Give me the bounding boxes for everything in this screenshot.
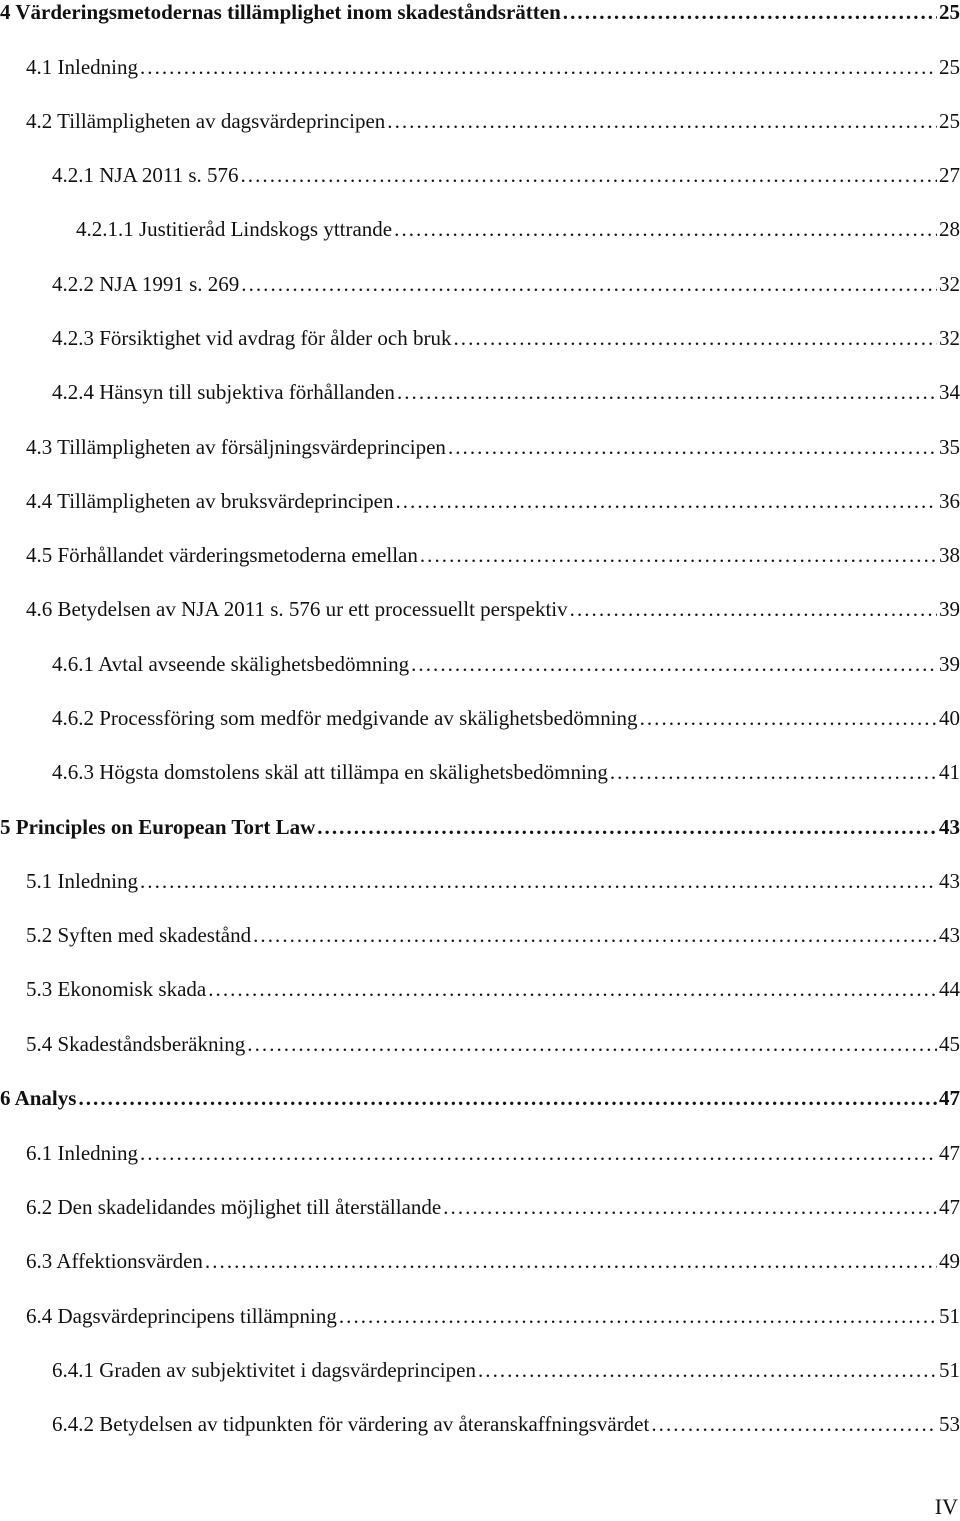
toc-entry-title: 6.4.1 Graden av subjektivitet i dagsvärdeprincipen [52,1358,476,1382]
toc-entry[interactable] [0,813,960,841]
toc-entry-title: 6.4 Dagsvärdeprincipens tillämpning [26,1304,337,1328]
dot-leader [448,433,937,461]
dot-leader [241,161,938,189]
dot-leader [443,1193,937,1221]
dot-leader [317,813,937,841]
toc-entry[interactable] [52,270,960,298]
toc-entry-page: 41 [939,760,960,784]
toc-entry-page: 25 [939,0,960,24]
toc-entry-title: 6.3 Affektionsvärden [26,1249,203,1273]
toc-entry[interactable] [76,215,960,243]
toc-entry-title: 5 Principles on European Tort Law [0,815,316,839]
dot-leader [339,1302,937,1330]
toc-entry-title: 4.6.3 Högsta domstolens skäl att tillämpa en skälighetsbedömning [52,760,608,784]
dot-leader [140,867,937,895]
toc-entry-page: 39 [939,652,960,676]
toc-entry-title: 4.6.2 Processföring som medför medgivande av skälighetsbedömning [52,706,638,730]
dot-leader [610,758,937,786]
toc-entry-page: 47 [939,1195,960,1219]
dot-leader [640,704,937,732]
dot-leader [395,487,937,515]
toc-entry-page: 49 [939,1249,960,1273]
toc-entry-title: 4.2.4 Hänsyn till subjektiva förhållanden [52,380,395,404]
toc-entry-title: 6 Analys [0,1086,77,1110]
toc-entry-page: 44 [939,977,960,1001]
toc-entry-page: 36 [939,489,960,513]
page-number: IV [934,1494,958,1519]
toc-entry[interactable] [26,867,960,895]
toc-entry-page: 51 [939,1358,960,1382]
toc-entry-title: 4.3 Tillämpligheten av försäljningsvärdeprincipen [26,435,446,459]
toc-entry-page: 39 [939,597,960,621]
dot-leader [247,1030,937,1058]
toc-entry-page: 27 [939,163,960,187]
toc-entry-title: 4 Värderingsmetodernas tillämplighet inom skadeståndsrätten [0,0,561,24]
toc-entry[interactable] [52,1356,960,1384]
dot-leader [208,975,937,1003]
toc-entry-title: 5.4 Skadeståndsberäkning [26,1032,246,1056]
dot-leader [454,324,938,352]
toc-entry-title: 4.6 Betydelsen av NJA 2011 s. 576 ur ett processuellt perspektiv [26,597,568,621]
toc-entry-page: 51 [939,1304,960,1328]
toc-entry[interactable] [26,487,960,515]
toc-entry-title: 4.1 Inledning [26,55,138,79]
toc-entry-title: 4.2.1.1 Justitieråd Lindskogs yttrande [76,217,393,241]
toc-entry-page: 45 [939,1032,960,1056]
toc-entry-title: 4.6.1 Avtal avseende skälighetsbedömning [52,652,410,676]
dot-leader [397,378,937,406]
toc-entry[interactable] [52,324,960,352]
toc-entry-title: 5.2 Syften med skadestånd [26,923,252,947]
toc-entry-page: 53 [939,1412,960,1436]
toc-entry[interactable] [26,595,960,623]
toc-entry[interactable] [26,433,960,461]
dot-leader [651,1410,937,1438]
toc-entry[interactable] [52,650,960,678]
toc-entry-page: 38 [939,543,960,567]
toc-entry-title: 4.4 Tillämpligheten av bruksvärdeprincipen [26,489,394,513]
toc-entry-page: 47 [939,1086,960,1110]
toc-entry[interactable] [0,0,960,26]
dot-leader [205,1247,937,1275]
toc-entry-page: 35 [939,435,960,459]
toc-entry-title: 5.3 Ekonomisk skada [26,977,207,1001]
dot-leader [563,0,937,26]
dot-leader [140,1139,937,1167]
toc-entry[interactable] [0,1084,960,1112]
dot-leader [420,541,937,569]
toc-entry[interactable] [52,1410,960,1438]
toc-entry-page: 43 [939,923,960,947]
toc-entry-page: 28 [939,217,960,241]
toc-entry[interactable] [26,975,960,1003]
toc-entry-title: 4.5 Förhållandet värderingsmetoderna emellan [26,543,418,567]
dot-leader [253,921,937,949]
toc-entry-title: 6.1 Inledning [26,1141,138,1165]
toc-entry-title: 4.2.1 NJA 2011 s. 576 [52,163,239,187]
toc-entry-page: 25 [939,109,960,133]
toc-entry[interactable] [26,107,960,135]
toc-entry[interactable] [26,541,960,569]
toc-entry[interactable] [52,161,960,189]
toc-entry[interactable] [26,1030,960,1058]
toc-entry-title: 4.2.3 Försiktighet vid avdrag för ålder och bruk [52,326,452,350]
dot-leader [411,650,937,678]
dot-leader [78,1084,937,1112]
dot-leader [241,270,937,298]
dot-leader [570,595,937,623]
toc-entry-page: 32 [939,326,960,350]
toc-entry[interactable] [26,921,960,949]
toc-entry[interactable] [26,1193,960,1221]
dot-leader [140,53,937,81]
toc-entry[interactable] [52,758,960,786]
toc-entry-title: 5.1 Inledning [26,869,138,893]
dot-leader [394,215,937,243]
toc-entry[interactable] [26,1139,960,1167]
toc-entry-page: 34 [939,380,960,404]
toc-entry[interactable] [52,378,960,406]
toc-entry-title: 6.2 Den skadelidandes möjlighet till återställande [26,1195,442,1219]
toc-entry[interactable] [26,1302,960,1330]
toc-entry-title: 4.2.2 NJA 1991 s. 269 [52,272,240,296]
dot-leader [478,1356,937,1384]
toc-entry[interactable] [26,53,960,81]
dot-leader [387,107,937,135]
toc-entry-page: 43 [939,815,960,839]
toc-entry-page: 47 [939,1141,960,1165]
toc-entry[interactable] [26,1247,960,1275]
toc-entry-page: 32 [939,272,960,296]
toc-entry-page: 40 [939,706,960,730]
toc-entry-page: 25 [939,55,960,79]
toc-entry-title: 6.4.2 Betydelsen av tidpunkten för värdering av återanskaffningsvärdet [52,1412,650,1436]
toc-entry-title: 4.2 Tillämpligheten av dagsvärdeprincipen [26,109,386,133]
toc-entry[interactable] [52,704,960,732]
toc-entry-page: 43 [939,869,960,893]
